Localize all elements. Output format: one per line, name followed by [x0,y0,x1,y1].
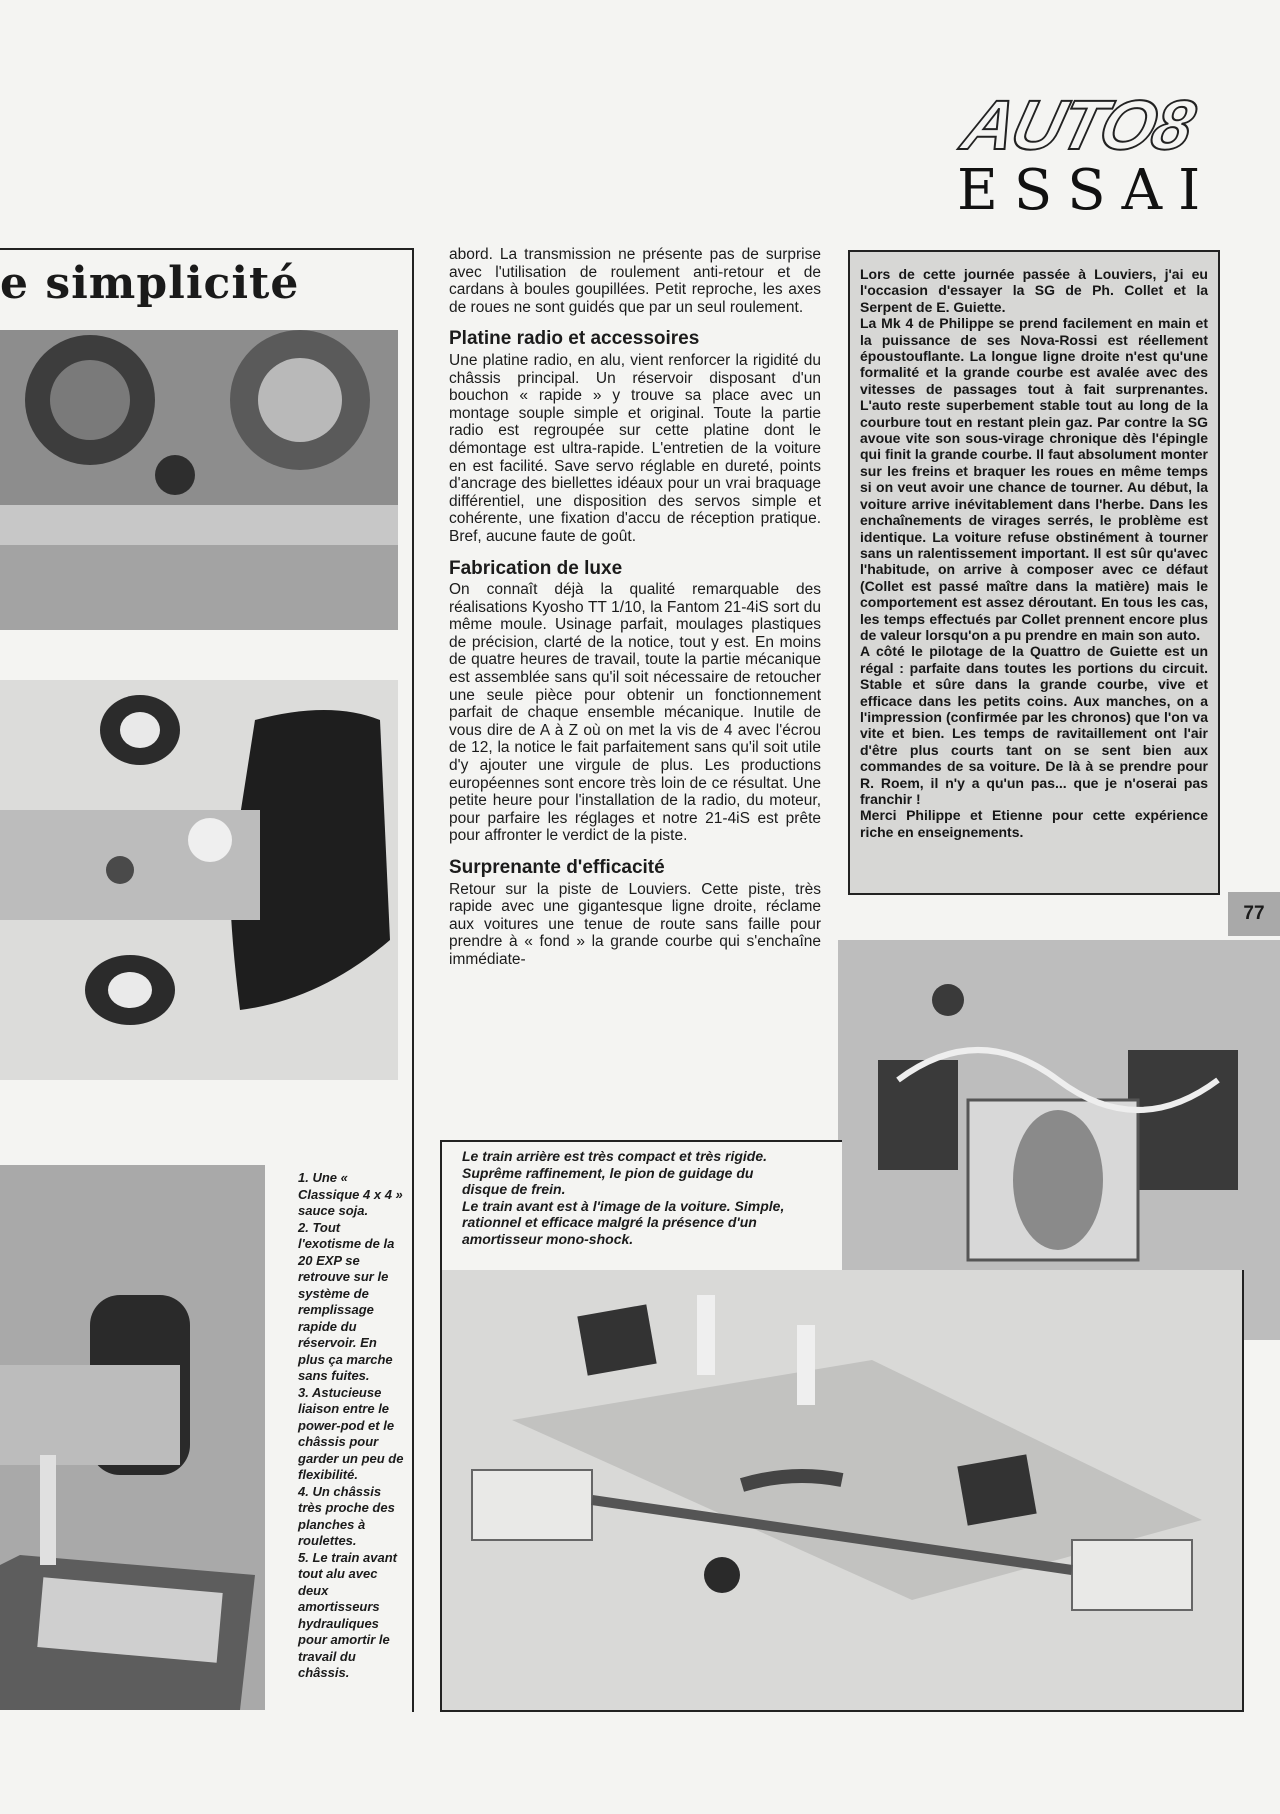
section-title: ESSAI [957,158,1217,223]
sidebar-paragraph-1: Lors de cette journée passée à Louviers, j'ai eu l'occasion d'essayer la SG de Ph. Collet et la Serpent de E. Guiette. [860,266,1208,315]
front-suspension-illustration [0,680,398,1080]
photo-caption [462,1148,802,1248]
caption-3: 3. Astucieuse liaison entre le power-pod et le châssis pour garder un peu de flexibilité. [298,1384,404,1482]
auto8-logo: AUTO8 [955,86,1201,164]
subheading-platine: Platine radio et accessoires [449,328,700,350]
photo-front-axle [440,1270,1244,1712]
photo-caption-rear: Le train arrière est très compact et très rigide. Suprême raffinement, le pion de guidage du disque de frein. [462,1148,768,1198]
page-number: 77 [1228,892,1280,936]
caption-1: 1. Une « Classique 4 x 4 » sauce soja. [298,1170,403,1218]
article-column-middle [449,246,821,969]
subheading-efficacite: Surprenante d'efficacité [449,857,665,878]
front-axle-illustration [442,1270,1242,1710]
sidebar-paragraph-3: A côté le pilotage de la Quattro de Guiette est un régal : parfaite dans toutes les portions du circuit. Stable et sûre dans la grande courbe, vive et efficace dans les petits coins. Aux manches, on a l'impression (confirmée par les chronos) que l'on va vite et bien. Les temps de ravitaillement ont l'air d'être plus courts tant on se sent bien aux commandes de sa voiture. De là à se prendre pour R. Roem, il n'y a qu'un pas... que je n'oserai pas franchir ! [860,643,1208,807]
caption-2: 2. Tout l'exotisme de la 20 EXP se retrouve sur le système de remplissage rapide du réservoir. En plus ça marche sans fuites. [298,1219,395,1383]
photo-front-suspension [0,680,398,1080]
chassis-wheel-illustration [0,1165,265,1710]
caption-4: 4. Un châssis très proche des planches à roulettes. [298,1483,395,1548]
intro-paragraph: abord. La transmission ne présente pas de surprise avec l'utilisation de roulement anti-retour et de cardans à boules goupillées. Petit reproche, les axes de roues ne sont guidés que par un seul roulement. [449,246,821,316]
engine-illustration [0,330,398,630]
sidebar-box [848,250,1220,895]
paragraph-fabrication: On connaît déjà la qualité remarquable des réalisations Kyosho TT 1/10, la Fantom 21-4iS sort du même moule. Usinage parfait, moulages plastiques de précision, clarté de la notice, tout y est. En moins de quatre heures de travail, toute la partie mécanique est assemblée sans qu'il soit nécessaire de retoucher une seule pièce pour obtenir un fonctionnement parfait de chaque ensemble mécanique. Inutile de vous dire de A à Z où on met la vis de 4 avec l'écrou de 12, la notice le fait parfaitement sans qu'il soit utile d'y ajouter une virgule de plus. Les productions européennes sont encore très loin de ce résultat. Une petite heure pour l'installation de la radio, du moteur, pour parfaire les réglages et notre 21-4iS est prête pour affronter le verdict de la piste. [449,581,821,845]
left-photo-captions [298,1170,406,1682]
sidebar-paragraph-2: La Mk 4 de Philippe se prend facilement en main et la puissance de ses Nova-Rossi est réellement époustouflante. La longue ligne droite n'est qu'une formalité et la grande courbe est avalée avec des vitesses de passages tout à fait surprenantes. L'auto reste superbement stable tout au long de la courbure tout en restant plein gaz. Par contre la SG avoue vite son sous-virage chronique dès l'épingle qui finit la grande courbe. Il faut absolument monter sur les freins et braquer les roues en même temps si on veut avoir une chance de tourner. Au début, la voiture arrive inévitablement dans l'herbe. Dans les enchaînements de virages serrés, le problème est identique. La voiture refuse obstinément à tourner sans un ralentissement important. Il est sûr qu'avec l'habitude, on arrive à composer avec ce défaut (Collet est passé maître dans la matière) mais le comportement est assez déroutant. En tous les cas, les temps effectués par Collet prennent encore plus de valeur lorsqu'on a pu prendre en main son auto. [860,315,1208,643]
photo-engine-detail [0,330,398,630]
paragraph-platine: Une platine radio, en alu, vient renforcer la rigidité du châssis principal. Un réservoir disposant d'un bouchon « rapide » y trouve sa place avec un montage souple simple et original. Toute la partie radio est regroupée sur cette platine dont le démontage est ultra-rapide. L'entretien de la voiture en est facilité. Save servo réglable en dureté, points d'ancrage des biellettes idéaux pour un vrai braquage différentiel, une disposition des servos simple et cohérente, une fixation d'accu de réception pratique. Bref, aucune faute de goût. [449,351,821,545]
paragraph-efficacite: Retour sur la piste de Louviers. Cette piste, très rapide avec une gigantesque ligne droite, réclame aux voitures une tenue de route sans faille pour prendre à « fond » la grande courbe qui s'enchaîne immédiate- [449,880,821,968]
photo-caption-front: Le train avant est à l'image de la voiture. Simple, rationnel et efficace malgré la présence d'un amortisseur mono-shock. [462,1197,785,1247]
article-headline: e simplicité [0,258,300,309]
caption-5: 5. Le train avant tout alu avec deux amortisseurs hydrauliques pour amortir le travail du châssis. [298,1549,397,1680]
photo-chassis-wheel [0,1165,265,1710]
sidebar-paragraph-4: Merci Philippe et Etienne pour cette expérience riche en enseignements. [860,807,1208,840]
subheading-fabrication: Fabrication de luxe [449,557,623,579]
